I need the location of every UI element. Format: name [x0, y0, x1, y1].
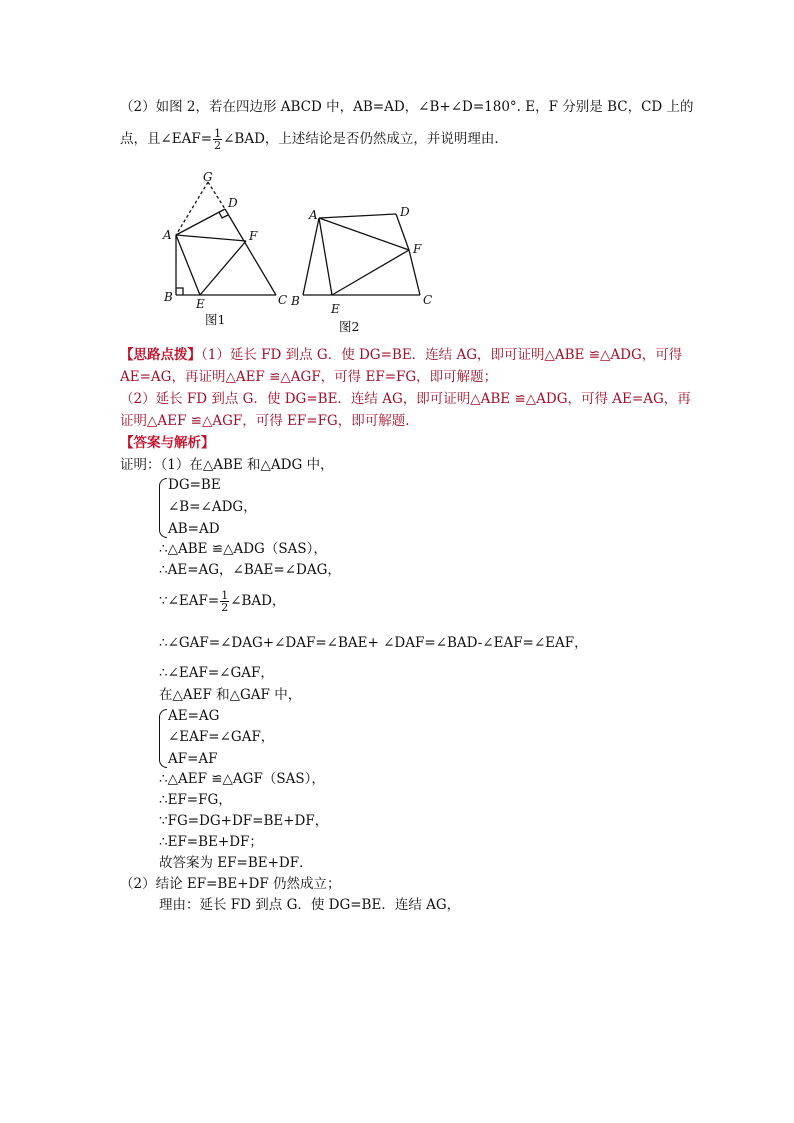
fig1-label-f: F: [249, 229, 258, 243]
answer-line-2: ∴△ABE ≌△ADG（SAS），: [159, 541, 327, 557]
answer-line-6: ∴∠EAF=∠GAF，: [159, 665, 274, 681]
fig2-label-b: B: [291, 294, 300, 308]
half-fraction-2: [220, 590, 229, 613]
fig2-line-af: [319, 218, 409, 250]
fig1-line-ef: [200, 241, 246, 295]
answer-line-1: 证明：（1）在△ABE 和△ADG 中，: [120, 457, 334, 473]
hint-line-2: AE=AG，再证明△AEF ≌△AGF，可得 EF=FG，即可解题；: [120, 369, 498, 385]
problem-line-2-end: ∠BAD，上述结论是否仍然成立，并说明理由.: [223, 131, 499, 147]
fig2-line-ef: [332, 250, 409, 295]
answer-line-14: 理由：延长 FD 到点 G．使 DG=BE．连结 AG，: [159, 897, 461, 913]
answer-line-7: 在△AEF 和△GAF 中，: [159, 687, 302, 703]
hint-heading: 【思路点拨】: [120, 347, 201, 363]
fraction-numerator-2: 1: [221, 589, 229, 602]
figure-2: [303, 214, 420, 295]
hint-line-3: （2）延长 FD 到点 G．使 DG=BE．连结 AG，即可证明△ABE ≌△ADG，可得 AE=AG，再: [120, 391, 691, 407]
system-brace-1: [159, 478, 167, 538]
answer-line-4-end: ∠BAD，: [230, 593, 286, 609]
fig1-line-gd: [208, 182, 225, 209]
fig2-label-e: E: [331, 302, 340, 316]
answer-line-4-start: ∵∠EAF=: [159, 593, 220, 609]
answer-line-13: （2）结论 EF=BE+DF 仍然成立；: [120, 876, 341, 892]
system-2-row-2: ∠EAF=∠GAF，: [168, 729, 275, 745]
fig1-line-af: [176, 235, 246, 241]
system-2-row-1: AE=AG: [168, 708, 220, 724]
fraction-denominator-2: 2: [221, 601, 229, 614]
fig1-right-angle-b: [176, 288, 183, 295]
fig2-label-c: C: [423, 293, 433, 307]
figure-1: [176, 182, 276, 295]
hint-line-4: 证明△AEF ≌△AGF，可得 EF=FG，即可解题.: [120, 413, 410, 429]
system-brace-2: [159, 709, 167, 768]
fig2-line-ab: [303, 218, 319, 295]
system-2-row-3: AF=AF: [168, 751, 218, 767]
fig2-line-df: [396, 214, 409, 250]
fig2-label-f: F: [413, 242, 422, 256]
fig1-line-dc: [225, 209, 276, 295]
answer-line-9: ∴EF=FG，: [159, 792, 232, 808]
fig1-label-a: A: [163, 228, 172, 242]
fig2-line-fc: [409, 250, 420, 295]
hint-text-1: （1）延长 FD 到点 G．使 DG=BE．连结 AG，即可证明△ABE ≌△ADG，可得: [201, 347, 683, 363]
answer-line-12: 故答案为 EF=BE+DF．: [159, 855, 313, 871]
fraction-denominator: 2: [214, 139, 222, 152]
answer-line-8: ∴△AEF ≌△AGF（SAS），: [159, 771, 325, 787]
fraction-numerator: 1: [214, 127, 222, 140]
hint-line-1: [120, 346, 682, 364]
problem-line-2-start: 点，且∠EAF=: [120, 131, 213, 147]
fig1-caption: 图1: [205, 312, 226, 327]
fig1-label-b: B: [164, 290, 173, 304]
fig2-line-ad: [319, 214, 396, 218]
system-1-row-2: ∠B=∠ADG，: [168, 499, 257, 515]
fig1-line-ae: [176, 235, 200, 295]
fig1-label-c: C: [278, 293, 288, 307]
answer-line-11: ∴EF=BE+DF；: [159, 834, 263, 850]
fig2-line-ae: [319, 218, 332, 295]
fig1-label-e: E: [196, 297, 205, 311]
fig2-label-d: D: [400, 205, 410, 219]
answer-line-5: ∴∠GAF=∠DAG+∠DAF=∠BAE+ ∠DAF=∠BAD-∠EAF=∠EAF，: [159, 635, 588, 651]
system-1-row-1: DG=BE: [168, 477, 221, 493]
answer-line-10: ∵FG=DG+DF=BE+DF，: [159, 813, 329, 829]
fig1-label-d: D: [228, 196, 238, 210]
problem-line-1: （2）如图 2，若在四边形 ABCD 中，AB=AD，∠B+∠D=180°. E，F 分别是 BC，CD 上的: [120, 99, 694, 115]
fig2-caption: 图2: [339, 319, 360, 334]
answer-heading: 【答案与解析】: [120, 435, 215, 451]
answer-line-4: [159, 590, 286, 613]
answer-line-3: ∴AE=AG，∠BAE=∠DAG，: [159, 562, 341, 578]
system-1-row-3: AB=AD: [168, 521, 220, 537]
fig2-label-a: A: [309, 208, 318, 222]
fig1-label-g: G: [203, 170, 213, 184]
